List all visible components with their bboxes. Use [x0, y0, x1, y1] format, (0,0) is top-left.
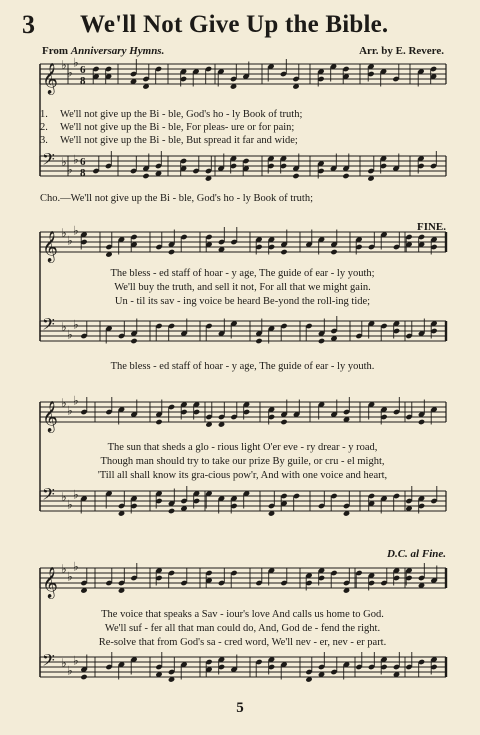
flat-sign: ♭	[61, 490, 67, 504]
dc-al-fine-marker: D.C. al Fine.	[387, 548, 446, 560]
lyric-line: The bless - ed staff of hoar - y age, The guide of ear - ly youth;	[110, 268, 375, 279]
verse-number: 3.	[40, 135, 48, 146]
note-head	[330, 249, 337, 255]
time-signature-top: 6	[80, 156, 86, 168]
note-head	[280, 249, 287, 255]
note-head	[418, 419, 425, 425]
hymn-title: We'll Not Give Up the Bible.	[80, 11, 389, 38]
note-head	[280, 419, 287, 425]
note-head	[292, 173, 299, 179]
hymn-number: 3	[22, 10, 35, 39]
lyric-line: We'll suf - fer all that man could do, And, God de - fend the right.	[104, 623, 381, 634]
lyric-line: The sun that sheds a glo - rious light O'er eve - ry drear - y road,	[107, 442, 378, 453]
note-head	[168, 249, 175, 255]
bass-clef: 𝄢	[42, 314, 55, 338]
flat-sign: ♭	[61, 396, 67, 410]
flat-sign: ♭	[61, 226, 67, 240]
note-head	[255, 338, 262, 344]
verse-text: We'll not give up the Bi - ble, For pleas- ure or for pain;	[60, 122, 295, 133]
flat-sign: ♭	[67, 65, 73, 80]
flat-sign: ♭	[61, 656, 67, 670]
verse-text: We'll not give up the Bi - ble, God's ho - ly Book of truth;	[60, 109, 303, 120]
time-signature-bottom: 8	[80, 167, 86, 179]
flat-sign: ♭	[73, 317, 79, 332]
flat-sign: ♭	[73, 223, 79, 238]
chorus-line: The bless - ed staff of hoar - y age, The guide of ear - ly youth.	[110, 361, 375, 372]
note-head	[168, 508, 175, 514]
flat-sign: ♭	[67, 663, 73, 678]
lyric-line: The voice that speaks a Sav - iour's love And calls us home to God.	[101, 609, 384, 620]
time-signature-bottom: 8	[80, 75, 86, 87]
lyric-line	[40, 109, 445, 120]
note-head	[342, 173, 349, 179]
flat-sign: ♭	[73, 559, 79, 574]
note-head	[80, 674, 87, 680]
flat-sign: ♭	[61, 155, 67, 169]
flat-sign: ♭	[73, 55, 79, 70]
treble-clef: 𝄞	[42, 231, 58, 262]
bass-clef: 𝄢	[42, 484, 55, 508]
source-title: Anniversary Hymns.	[70, 45, 165, 57]
verse-number: 1.	[40, 109, 48, 120]
flat-sign: ♭	[73, 653, 79, 668]
note-head	[142, 173, 149, 179]
lyric-line: Re-solve that from God's sa - cred word, We'll nev - er, nev - er part.	[98, 637, 387, 648]
flat-sign: ♭	[73, 487, 79, 502]
treble-clef: 𝄞	[42, 63, 58, 94]
fine-marker: FINE.	[416, 221, 446, 233]
lyric-line: 'Till all shall know its gra-cious pow'r, And with one voice and heart,	[97, 470, 388, 481]
bass-clef: 𝄢	[42, 149, 55, 173]
note-head	[130, 338, 137, 344]
flat-sign: ♭	[61, 58, 67, 72]
verse-text: We'll not give up the Bi - ble, But spread it far and wide;	[60, 135, 298, 146]
flat-sign: ♭	[67, 569, 73, 584]
flat-sign: ♭	[67, 497, 73, 512]
chorus-line: Cho.—We'll not give up the Bi - ble, God's ho - ly Book of truth;	[40, 193, 313, 204]
treble-clef: 𝄞	[42, 567, 58, 598]
lyric-line: Though man should try to take our prize By guile, or cru - el might,	[100, 456, 385, 467]
hymn-source	[42, 45, 164, 57]
flat-sign: ♭	[73, 152, 79, 167]
note-head	[155, 419, 162, 425]
hymn-arranger: Arr. by E. Revere.	[359, 45, 444, 57]
flat-sign: ♭	[61, 562, 67, 576]
flat-sign: ♭	[67, 233, 73, 248]
lyric-line	[40, 135, 445, 146]
note-head	[318, 338, 325, 344]
treble-clef: 𝄞	[42, 401, 58, 432]
source-prefix: From	[42, 45, 71, 57]
flat-sign: ♭	[67, 327, 73, 342]
flat-sign: ♭	[67, 162, 73, 177]
lyric-line	[40, 122, 445, 133]
flat-sign: ♭	[73, 393, 79, 408]
page-number: 5	[236, 700, 244, 716]
time-signature-top: 6	[80, 64, 86, 76]
bass-clef: 𝄢	[42, 650, 55, 674]
flat-sign: ♭	[67, 403, 73, 418]
lyric-line: We'll buy the truth, and sell it not, For all that we might gain.	[114, 282, 371, 293]
lyric-line: Un - til its sav - ing voice be heard Be-yond the roll-ing tide;	[114, 296, 371, 307]
verse-number: 2.	[40, 122, 48, 133]
flat-sign: ♭	[61, 320, 67, 334]
